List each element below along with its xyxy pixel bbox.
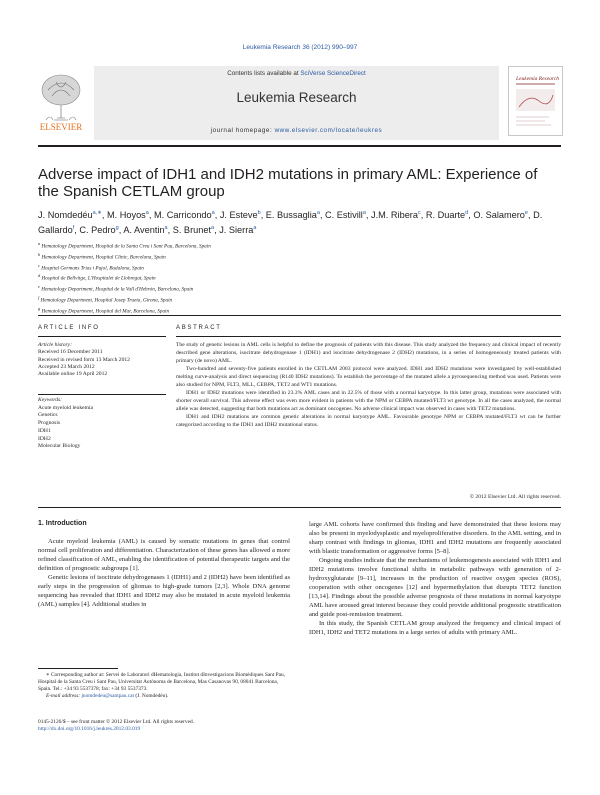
affiliation-text: Hematology Department, Hospital de la Santa Creu i Sant Pau, Barcelona, Spain xyxy=(41,243,211,250)
keyword: IDH2 xyxy=(38,435,51,442)
author-affiliation-mark[interactable]: c xyxy=(417,210,421,216)
author[interactable] xyxy=(38,210,102,220)
author[interactable] xyxy=(79,225,118,235)
affiliation-mark: e xyxy=(38,284,40,290)
journal-name[interactable]: Leukemia Research xyxy=(236,90,357,105)
affiliation xyxy=(38,272,561,283)
author-affiliation-mark[interactable]: e xyxy=(524,210,528,216)
author-name: J.M. Ribera xyxy=(371,210,418,221)
publisher-name: ELSEVIER xyxy=(39,122,83,132)
author[interactable] xyxy=(107,210,149,220)
author-name: A. Aventin xyxy=(123,224,165,235)
corresponding-author-note: ∗ Corresponding author at: Servei de Laboratori dHematologia, Institut dInvestigacions Biomèdiques Sant Pau, Hospital de la Santa Creu i Sant Pau, Universitat Autònoma de Barcelona, Mas Casanovas 90, 08041 Barcelona, Spain. Tel.: +34 93 5537378; fax: +34 93 5537373. xyxy=(38,672,286,693)
affiliation xyxy=(38,240,561,251)
affiliation-list xyxy=(38,240,561,316)
header-rule xyxy=(38,145,561,147)
abstract-paragraph: The study of genetic lesions in AML cells is helpful to define the prognosis of patients with this disease. This study analyzed the frequency and clinical impact of recently described gene alterations, isocitrate dehydrogenase 1 (IDH1) and isocitrate dehydrogenase 2 (IDH2) mutations, in a series of homogeneously treated patients with primary (de novo) AML. xyxy=(176,342,561,365)
author-list: J. Nomdedéu$^{a,∗}$, M. Hoyos$^a$, M. Carricondo$^a$, J. Esteve$^b$, E. Bussaglia$^a$, C. Estivill$^a$, J.M. Ribera$^c$, R. Duarte$^d$, O. Salamero$^e$, D. Gallardo$^f$, C. Pedro$^g$, A. Aventin$^a$, S. Brunet$^a$, J. Sierra$^a$ xyxy=(38,210,543,235)
author-name: J. Sierra xyxy=(219,224,254,235)
article-history xyxy=(38,342,168,378)
affiliation-mark: a xyxy=(38,241,41,246)
tree-of-knowledge-icon xyxy=(42,75,80,120)
contents-prefix: Contents lists available at xyxy=(227,70,299,77)
author[interactable] xyxy=(220,210,261,220)
contents-line xyxy=(94,70,499,77)
author-name: C. Pedro xyxy=(79,224,116,235)
body-paragraph: Ongoing studies indicate that the mechanisms of leukemogenesis associated with IDH1 and IDH2 mutations involve functional shifts in metabolic pathways with generation of 2-hydroxyglutarate [9–11], increases in the production of reactive oxygen species (ROS), cooperation with other oncogenes [12] and hypermethylation that disrupts TET2 function [13,14]. Findings about the possible adverse prognosis of these mutations in normal karyotype AML have aroused great interest because they could provide additional prognostic stratification and guide post-remission treatment. xyxy=(309,557,561,619)
author-affiliation-mark[interactable]: b xyxy=(257,210,261,216)
section-heading-introduction: 1. Introduction xyxy=(38,520,87,527)
keyword: Genetics xyxy=(38,412,58,419)
author-name: S. Brunet xyxy=(172,224,212,235)
history-item: Received 16 December 2011 xyxy=(38,349,103,356)
abstract-top-rule xyxy=(38,315,561,316)
abstract-paragraph: IDH1 or IDH2 mutations were identified in 23.3% AML cases and in 22.5% of those with a normal karyotype. In this latter group, mutations were associated with shorter overall survival. This adverse effect was even more evident in patients with the NPM or CEBPA mutated/FLT3 wt genotype. In all the cases analyzed, the normal allele was detected, suggesting that both mutations act as dominant oncogenes. No adverse clinical impact was observed in cases with TET2 mutations. xyxy=(176,390,561,413)
journal-cover-thumbnail[interactable] xyxy=(508,66,563,136)
author[interactable] xyxy=(219,225,256,235)
article-info-heading: ARTICLE INFO xyxy=(38,325,100,331)
author-affiliation-mark[interactable]: a xyxy=(211,224,215,231)
affiliation-mark: g xyxy=(38,305,41,311)
cover-title: Leukemia Research xyxy=(516,76,560,82)
history-item: Accepted 23 March 2012 xyxy=(38,363,95,370)
affiliation-text: Hospital de Bellvitge, L'Hospitalet de Llobregat, Spain xyxy=(41,276,156,283)
article-title: Adverse impact of IDH1 and IDH2 mutations in primary AML: Experience of the Spanish CETLAM group xyxy=(38,166,538,200)
history-label: Article history: xyxy=(38,342,73,348)
affiliation-text: Hematology Department, Hospital del Mar, Barcelona, Spain xyxy=(41,308,170,315)
keywords xyxy=(38,397,168,451)
affiliation xyxy=(38,262,561,273)
author[interactable] xyxy=(325,210,366,220)
keywords-label: Keywords: xyxy=(38,397,63,403)
abstract-body xyxy=(176,341,561,429)
author[interactable] xyxy=(473,210,528,220)
body-paragraph: In this study, the Spanish CETLAM group analyzed the frequency and clinical impact of IDH1, IDH2 and TET2 mutations in a large series of adults with primary AML. xyxy=(309,620,561,637)
author[interactable] xyxy=(154,210,215,220)
author-affiliation-mark[interactable]: a xyxy=(362,210,366,216)
email-link[interactable]: jnomdedeu@santpau.cat xyxy=(81,693,134,700)
elsevier-logo[interactable] xyxy=(38,70,84,133)
author-name: M. Carricondo xyxy=(153,210,212,221)
footnote xyxy=(38,672,290,700)
author-affiliation-mark[interactable]: g xyxy=(115,224,119,231)
abstract-bottom-rule xyxy=(38,507,561,508)
author-affiliation-mark[interactable]: a xyxy=(211,210,215,216)
abstract-paragraph: Two-hundred and seventy-five patients enrolled in the CETLAM 2003 protocol were analyzed. IDH1 and IDH2 mutations were investigated by well-established melting curve-analysis and direct sequencing (R140 IDH2 mutations). To establish the percentage of the mutated allele a pyrosequencing method was used. Patients were also studied for NPM, FLT3, MLL, CEBPA, TET2 and WT1 mutations. xyxy=(176,366,561,389)
keyword: IDH1 xyxy=(38,427,51,434)
affiliation xyxy=(38,294,561,305)
abstract-heading: ABSTRACT xyxy=(176,325,222,331)
affiliation xyxy=(38,251,561,262)
affiliation-text: Hematology Department, Hospital Clínic, Barcelona, Spain xyxy=(41,254,166,261)
keyword: Prognosis xyxy=(38,420,61,427)
author[interactable] xyxy=(123,225,167,235)
affiliation-text: Hematology Department, Hospital de la Vall d'Hebrón, Barcelona, Spain xyxy=(41,287,194,294)
author-name: D. Gallardo xyxy=(38,210,543,235)
author[interactable] xyxy=(266,210,320,220)
article-info-rule xyxy=(38,336,166,337)
history-item: Received in revised form 13 March 2012 xyxy=(38,356,130,363)
body-column-right xyxy=(309,520,561,637)
author-name: R. Duarte xyxy=(425,210,466,221)
copyright-notice: © 2012 Elsevier Ltd. All rights reserved. xyxy=(469,494,561,500)
author[interactable] xyxy=(173,225,214,235)
affiliation-text: Hospital Germans Trias i Pujol, Badalona, Spain xyxy=(41,265,144,272)
homepage-link[interactable]: www.elsevier.com/locate/leukres xyxy=(274,127,383,134)
abstract-paragraph: IDH1 and IDH2 mutations are common genetic alterations in normal karyotype AML. Favourable genotype NPM or CEBPA mutated/FLT3 wt can be further categorized according to the IDH1 and IDH2 mutational status. xyxy=(176,414,561,429)
history-item: Available online 19 April 2012 xyxy=(38,371,108,378)
author-name: J. Esteve xyxy=(219,210,258,221)
body-column-left xyxy=(38,537,290,609)
author-affiliation-mark[interactable]: a,∗ xyxy=(92,210,102,216)
author-affiliation-mark[interactable]: a xyxy=(253,224,257,231)
body-paragraph: large AML cohorts have confirmed this finding and have demonstrated that these lesions may also be present in myelodysplastic and myeloproliferative disorders. In the AML setting, and in sharp contrast with findings in gliomas, IDH1 and IDH2 mutations are frequently associated with blastic transformation or aggressive forms [5–8]. xyxy=(309,521,561,556)
body-paragraph: Genetic lesions of isocitrate dehydrogenases 1 (IDH1) and 2 (IDH2) have been identified as early steps in the progression of gliomas to high-grade tumors [2,3]. Whole DNA genome sequencing has revealed that IDH1 and IDH2 may also be mutated in acute myeloid leukemia (AML) samples [4]. Additional studies in xyxy=(38,574,290,609)
keyword: Acute myeloid leukemia xyxy=(38,404,93,411)
author-affiliation-mark[interactable]: a xyxy=(164,224,168,231)
email-suffix: (J. Nomdedéu). xyxy=(135,693,169,700)
author-affiliation-mark[interactable]: f xyxy=(72,224,75,231)
issn-line: 0145-2126/$ – see front matter © 2012 Elsevier Ltd. All rights reserved. xyxy=(38,719,195,725)
bottom-metadata xyxy=(38,719,290,734)
body-paragraph: Acute myeloid leukemia (AML) is caused by somatic mutations in genes that control normal cell proliferation and differentiation. Characterization of these genes has allowed a more refined classification of AML, enabling the identification of potential therapeutic targets and the definition of prognostic subgroups [1]. xyxy=(38,538,290,573)
keywords-rule xyxy=(38,394,166,395)
author-affiliation-mark[interactable]: a xyxy=(145,210,149,216)
homepage-prefix: journal homepage: xyxy=(210,127,273,134)
author-name: O. Salamero xyxy=(473,210,525,221)
author-affiliation-mark[interactable]: d xyxy=(465,210,469,216)
author-name: J. Nomdedéu xyxy=(38,210,93,221)
affiliation-mark: b xyxy=(38,251,41,257)
author-name: C. Estivill xyxy=(325,210,363,221)
author-name: M. Hoyos xyxy=(106,210,146,221)
affiliation-text: Hematology Department, Hospital Josep Trueta, Girona, Spain xyxy=(40,297,173,304)
sciencedirect-link[interactable]: SciVerse ScienceDirect xyxy=(300,70,366,77)
running-head[interactable]: Leukemia Research 36 (2012) 990–997 xyxy=(242,44,358,51)
author-name: E. Bussaglia xyxy=(265,210,317,221)
journal-homepage xyxy=(94,127,499,134)
author-affiliation-mark[interactable]: a xyxy=(316,210,320,216)
affiliation-mark: f xyxy=(38,295,40,301)
affiliation xyxy=(38,283,561,294)
doi-link[interactable]: http://dx.doi.org/10.1016/j.leukres.2012.03.019 xyxy=(38,726,141,733)
abstract-rule xyxy=(176,336,561,337)
author[interactable] xyxy=(371,210,421,220)
author[interactable] xyxy=(426,210,468,220)
affiliation-mark: c xyxy=(38,262,40,268)
affiliation-mark: d xyxy=(38,273,41,279)
keyword: Molecular Biology xyxy=(38,443,81,450)
footnote-rule xyxy=(38,668,118,669)
email-label: E-mail address: xyxy=(46,693,81,700)
